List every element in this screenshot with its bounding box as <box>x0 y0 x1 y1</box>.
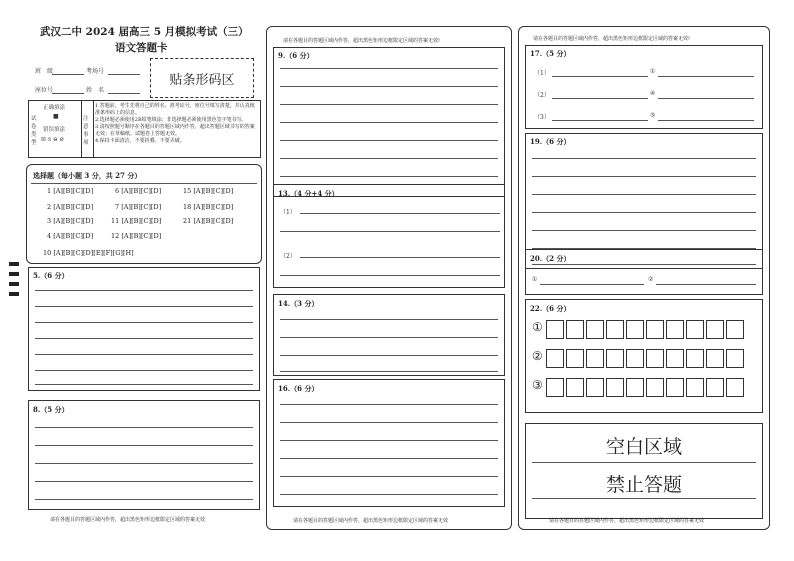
col3-top-warning: 请在各题目的答题区域内作答，超出黑色矩形边框限定区域的答案无效! <box>533 36 691 42</box>
choice-row[interactable]: 7 [A][B][C][D] <box>115 203 162 211</box>
q20-label: 20.（2 分） <box>530 254 571 263</box>
exam-no-label: 考场号 <box>86 68 105 75</box>
paper-type-label: 试卷类型 <box>31 116 37 146</box>
choice-row-10[interactable]: 10 [A][B][C][D][E][F][G][H] <box>43 249 134 257</box>
q22-label: 22.（6 分） <box>530 304 571 313</box>
q13-sub1-label: （1） <box>280 209 296 216</box>
note-item: 3.请按照题号顺序在各题目的答题区域内作答，超出答题区域书写的答案无效；在草稿纸、试题卷上答题无效。 <box>95 124 255 137</box>
seat-no-label: 座位号 <box>35 87 54 94</box>
correct-fill-mark: ■ <box>53 113 59 120</box>
col3-footer-warning: 请在各题目的答题区域内作答，超出黑色矩形边框限定区域的答案无效 <box>549 518 705 524</box>
q8-answer-box[interactable] <box>28 400 260 510</box>
seat-no-field[interactable] <box>52 93 84 94</box>
choice-row[interactable]: 11 [A][B][C][D] <box>111 217 162 225</box>
class-field[interactable] <box>52 74 84 75</box>
blank-area <box>525 423 763 519</box>
q13-answer-box[interactable] <box>273 184 505 288</box>
notes-list <box>95 103 259 145</box>
q19-label: 19.（6 分） <box>530 137 571 146</box>
q8-label: 8.（5 分） <box>33 405 69 414</box>
note-item: 1.答题前，考生先将自己的姓名、准考证号、座位号填写清楚，并认真核准条形码上的信息。 <box>95 103 255 116</box>
wrong-fill-label: 错误填涂 <box>43 127 66 133</box>
q5-label: 5.（6 分） <box>33 271 69 280</box>
column-3-panel <box>518 26 770 530</box>
col2-top-warning: 请在各题目的答题区域内作答，超出黑色矩形边框限定区域的答案无效! <box>283 38 441 44</box>
q13-sub2-label: （2） <box>280 253 296 260</box>
q17-item: ① <box>650 68 656 75</box>
name-field[interactable] <box>108 93 140 94</box>
card-title: 语文答题卡 <box>115 42 168 54</box>
q14-label: 14.（3 分） <box>278 299 319 308</box>
choice-row[interactable]: 15 [A][B][C][D] <box>183 187 234 195</box>
correct-fill-label: 正确填涂 <box>43 105 66 111</box>
choice-title: 选择题（每小题 3 分，共 27 分） <box>33 171 142 180</box>
registration-mark <box>9 282 19 286</box>
registration-mark <box>9 262 19 266</box>
barcode-label: 贴条形码区 <box>169 72 235 88</box>
choice-row[interactable]: 2 [A][B][C][D] <box>47 203 94 211</box>
name-label: 姓 名 <box>86 87 105 94</box>
note-item: 2.选择题必须使用2B铅笔填涂；非选择题必须使用黑色签字笔书写。 <box>95 117 247 123</box>
q13-label: 13.（4 分+4 分） <box>278 189 339 198</box>
choice-panel <box>26 164 262 264</box>
barcode-area <box>150 58 254 98</box>
column-2-panel <box>266 26 512 530</box>
registration-mark <box>9 292 19 296</box>
notice-box <box>28 100 261 158</box>
q22-row[interactable] <box>532 378 746 401</box>
wrong-fill-marks: ☒ ⦸ ⊖ ⊘ <box>41 137 64 143</box>
note-item: 4.保持卡面清洁，不要折叠、不要弄破。 <box>95 138 185 144</box>
choice-row[interactable]: 1 [A][B][C][D] <box>47 187 94 195</box>
col1-footer-warning: 请在各题目的答题区域内作答，超出黑色矩形边框限定区域的答案无效 <box>50 517 206 523</box>
class-label: 班 级 <box>35 68 54 75</box>
q16-answer-box[interactable] <box>273 379 505 507</box>
q17-item: ④ <box>650 90 656 97</box>
notes-label: 注意事项 <box>83 116 89 146</box>
q17-label: 17.（5 分） <box>530 49 571 58</box>
q22-answer-box[interactable] <box>525 299 763 413</box>
blank-area-title: 空白区域 <box>605 436 682 458</box>
blank-area-subtitle: 禁止答题 <box>605 474 682 496</box>
q9-label: 9.（6 分） <box>278 51 314 60</box>
q17-answer-box[interactable] <box>525 45 763 129</box>
q9-answer-box[interactable] <box>273 47 505 197</box>
q20-item: ② <box>648 276 654 283</box>
q17-item: （1） <box>534 70 550 77</box>
q17-item: （3） <box>534 114 550 121</box>
q16-label: 16.（6 分） <box>278 384 319 393</box>
exam-no-field[interactable] <box>108 74 140 75</box>
q20-item: ① <box>532 276 538 283</box>
choice-row[interactable]: 18 [A][B][C][D] <box>183 203 234 211</box>
q22-row-index: ② <box>532 349 543 363</box>
choice-row[interactable]: 3 [A][B][C][D] <box>47 217 94 225</box>
col2-footer-warning: 请在各题目的答题区域内作答，超出黑色矩形边框限定区域的答案无效 <box>293 518 449 524</box>
choice-row[interactable]: 12 [A][B][C][D] <box>111 232 162 240</box>
registration-mark <box>9 272 19 276</box>
q14-answer-box[interactable] <box>273 294 505 376</box>
q17-item: ⑤ <box>650 112 656 119</box>
q17-item: （2） <box>534 92 550 99</box>
q22-row-index: ① <box>532 320 543 334</box>
q22-row-index: ③ <box>532 378 543 392</box>
q20-answer-box[interactable] <box>525 249 763 295</box>
q5-answer-box[interactable] <box>28 267 260 391</box>
exam-title: 武汉二中 2024 届高三 5 月模拟考试（三） <box>40 26 249 38</box>
q22-row[interactable] <box>532 320 746 343</box>
choice-row[interactable]: 21 [A][B][C][D] <box>183 217 234 225</box>
choice-row[interactable]: 4 [A][B][C][D] <box>47 232 94 240</box>
choice-row[interactable]: 6 [A][B][C][D] <box>115 187 162 195</box>
q22-row[interactable] <box>532 349 746 372</box>
